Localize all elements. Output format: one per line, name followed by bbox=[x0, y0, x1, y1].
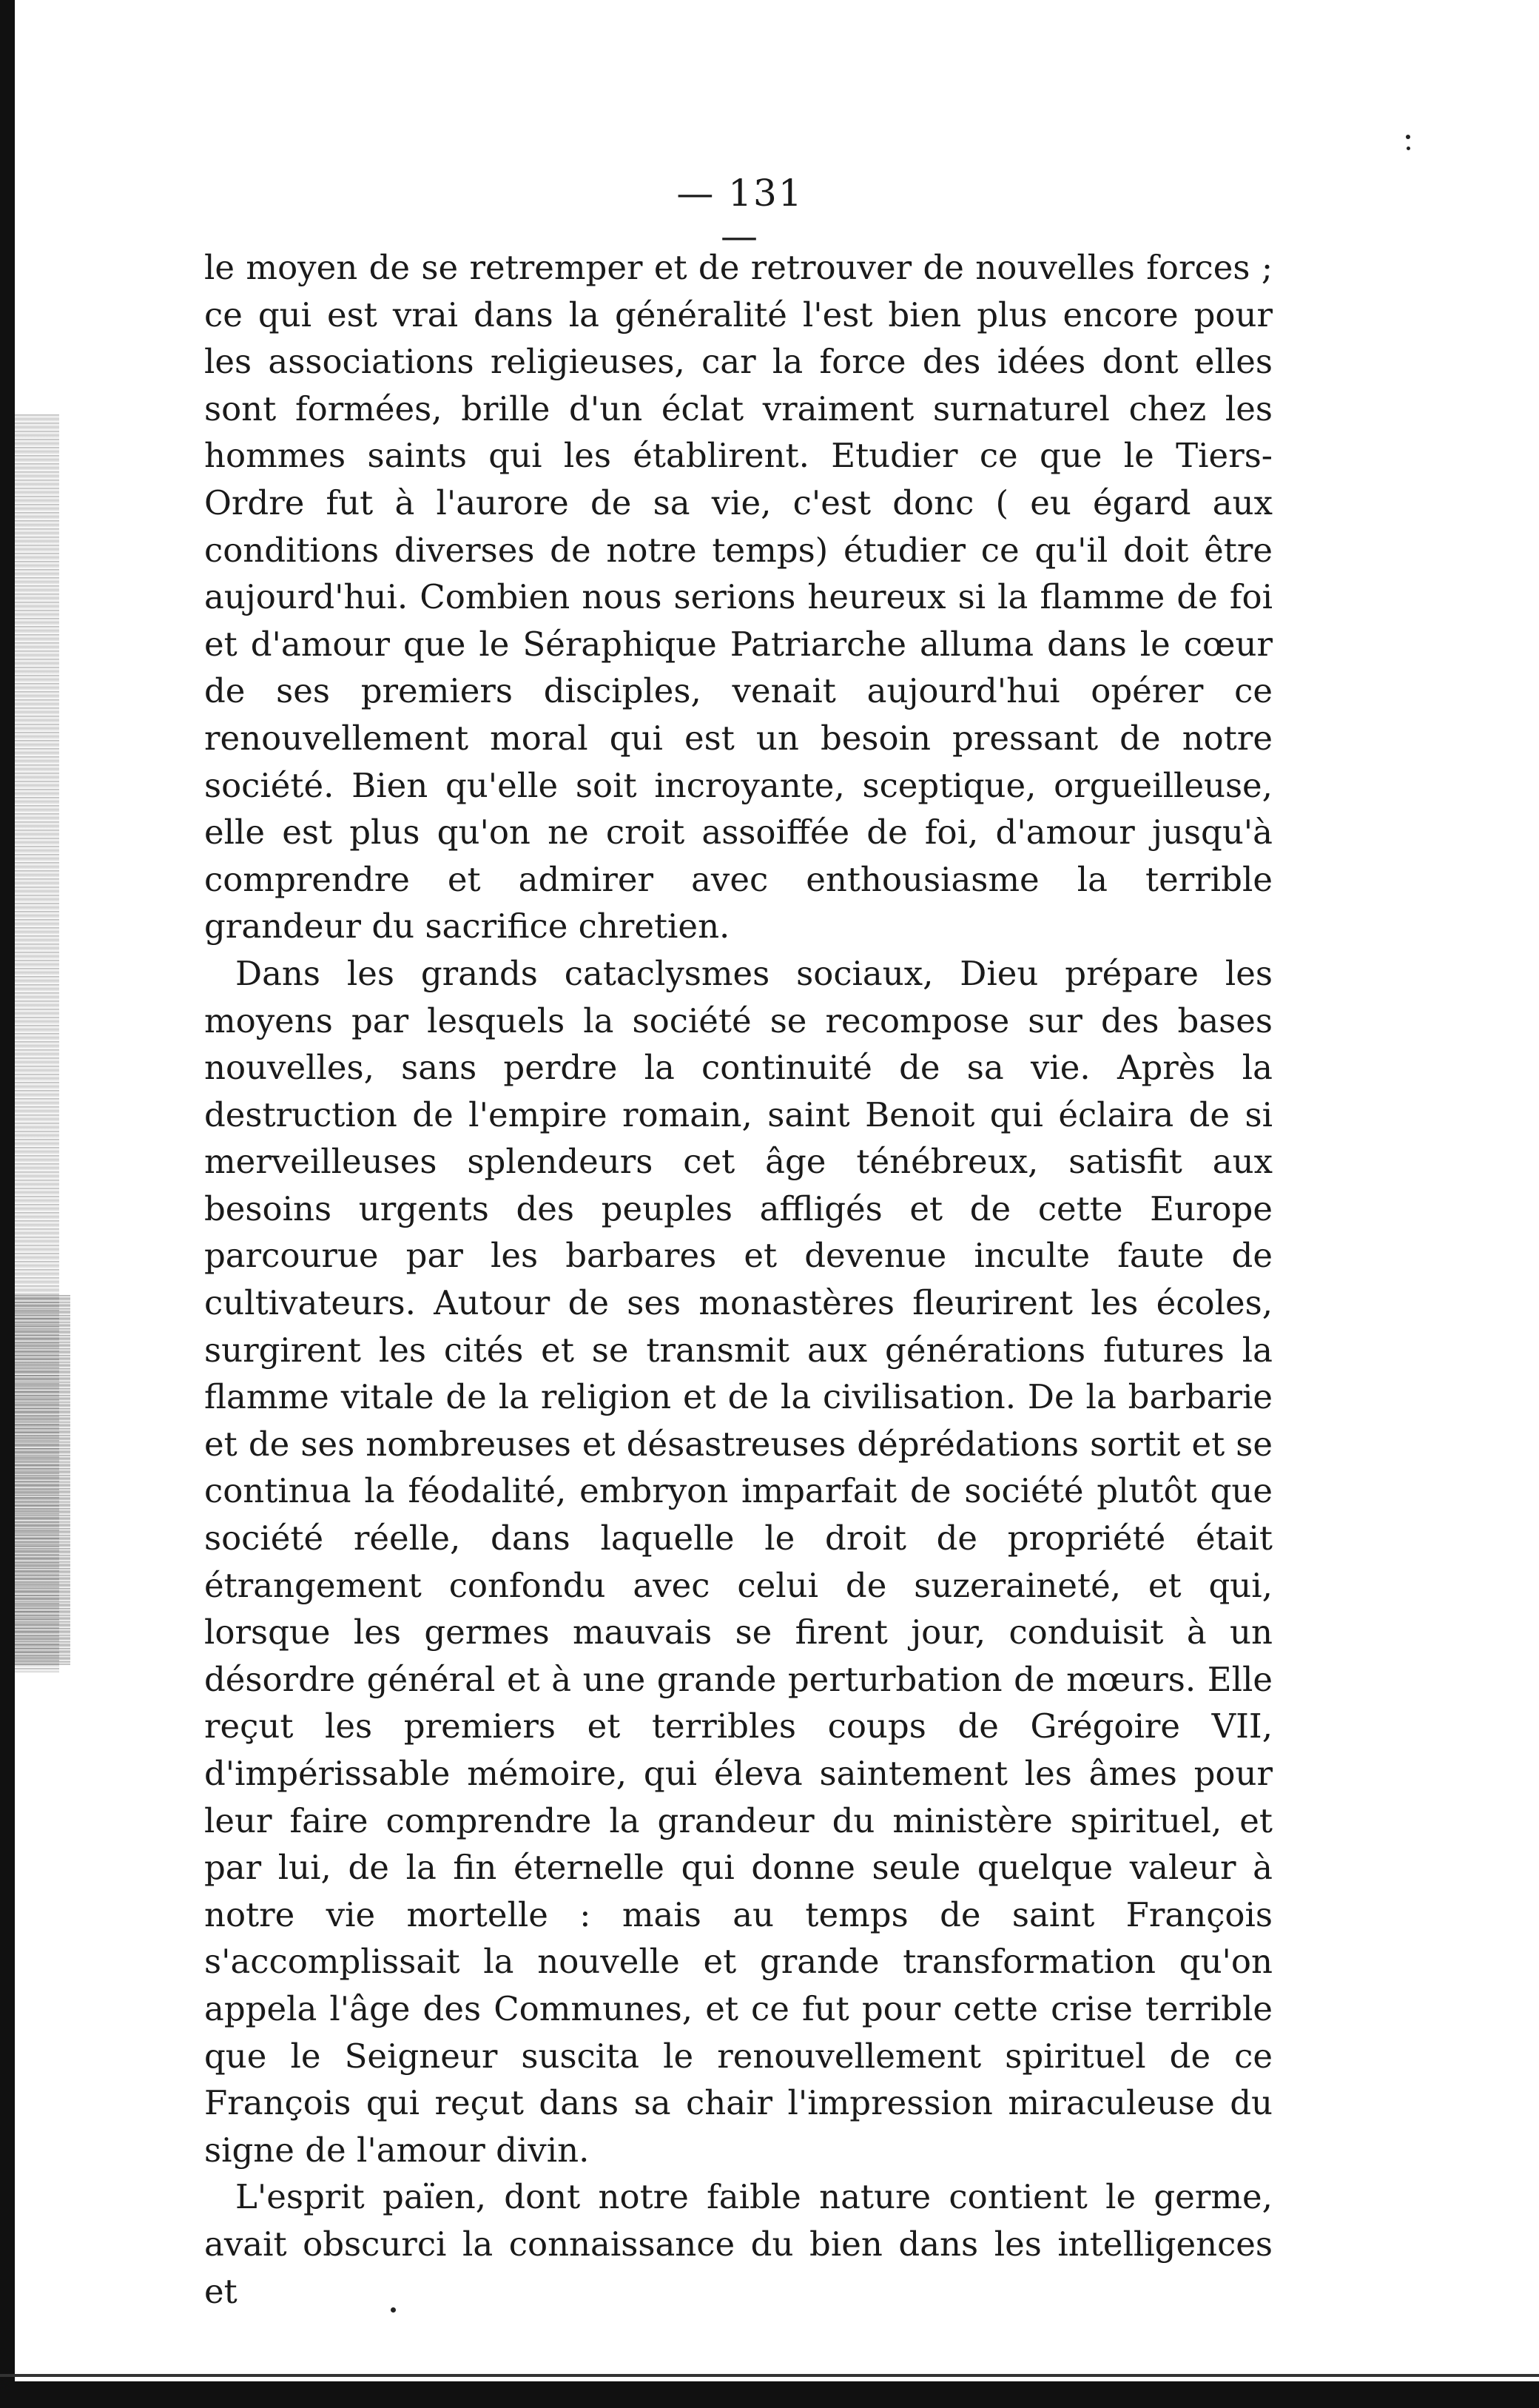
book-spine-edge bbox=[0, 0, 15, 2408]
spine-scan-noise-lower bbox=[15, 1295, 70, 1665]
body-text bbox=[204, 244, 1273, 2315]
paragraph: le moyen de se retremper et de retrouver de nouvelles forces ; ce qui est vrai dans la généralité l'est bien plus encore pour les associations religieuses, car la force des idées dont elles sont formées, brille d'un éclat vraiment surnaturel chez les hommes saints qui les établirent. Etudier ce que le Tiers-Ordre fut à l'aurore de sa vie, c'est donc ( eu égard aux conditions diverses de notre temps) étudier ce qu'il doit être aujourd'hui. Combien nous serions heureux si la flamme de foi et d'amour que le Séraphique Patriarche alluma dans le cœur de ses premiers disciples, venait aujourd'hui opérer ce renouvellement moral qui est un besoin pressant de notre société. Bien qu'elle soit incroyante, sceptique, orgueilleuse, elle est plus qu'on ne croit assoiffée de foi, d'amour jusqu'à comprendre et admirer avec enthousiasme la terrible grandeur du sacrifice chretien. bbox=[204, 248, 1273, 946]
paragraph: Dans les grands cataclysmes sociaux, Dieu prépare les moyens par lesquels la société se recompose sur des bases nouvelles, sans perdre la continuité de sa vie. Après la destruction de l'empire romain, saint Benoit qui éclaira de si merveilleuses splendeurs cet âge ténébreux, satisfit aux besoins urgents des peuples affligés et de cette Europe parcourue par les barbares et devenue inculte faute de cultivateurs. Autour de ses monastères fleurirent les écoles, surgirent les cités et se transmit aux générations futures la flamme vitale de la religion et de la civilisation. De la barbarie et de ses nombreuses et désastreuses déprédations sortit et se continua la féodalité, embryon imparfait de société plutôt que société réelle, dans laquelle le droit de propriété était étrangement confondu avec celui de suzeraineté, et qui, lorsque les germes mauvais se firent jour, conduisit à un désordre général et à une grande perturbation de mœurs. Elle reçut les premiers et terribles coups de Grégoire VII, d'impérissable mémoire, qui éleva saintement les âmes pour leur faire comprendre la grandeur du ministère spirituel, et par lui, de la fin éternelle qui donne seule quelque valeur à notre vie mortelle : mais au temps de saint François s'accomplissait la nouvelle et grande transformation qu'on appela l'âge des Communes, et ce fut pour cette crise terrible que le Seigneur suscita le renouvellement spirituel de ce François qui reçut dans sa chair l'impression miraculeuse du signe de l'amour divin. bbox=[204, 953, 1273, 2170]
paragraph: L'esprit païen, dont notre faible nature contient le germe, avait obscurci la connaissance du bien dans les intelligences et bbox=[204, 2177, 1273, 2311]
bottom-scan-edge bbox=[0, 2381, 1539, 2408]
scan-speck bbox=[1406, 135, 1410, 139]
scan-speck bbox=[1407, 147, 1410, 150]
page-number: — 131 — bbox=[676, 172, 804, 258]
bottom-scan-edge-thin bbox=[0, 2374, 1539, 2377]
